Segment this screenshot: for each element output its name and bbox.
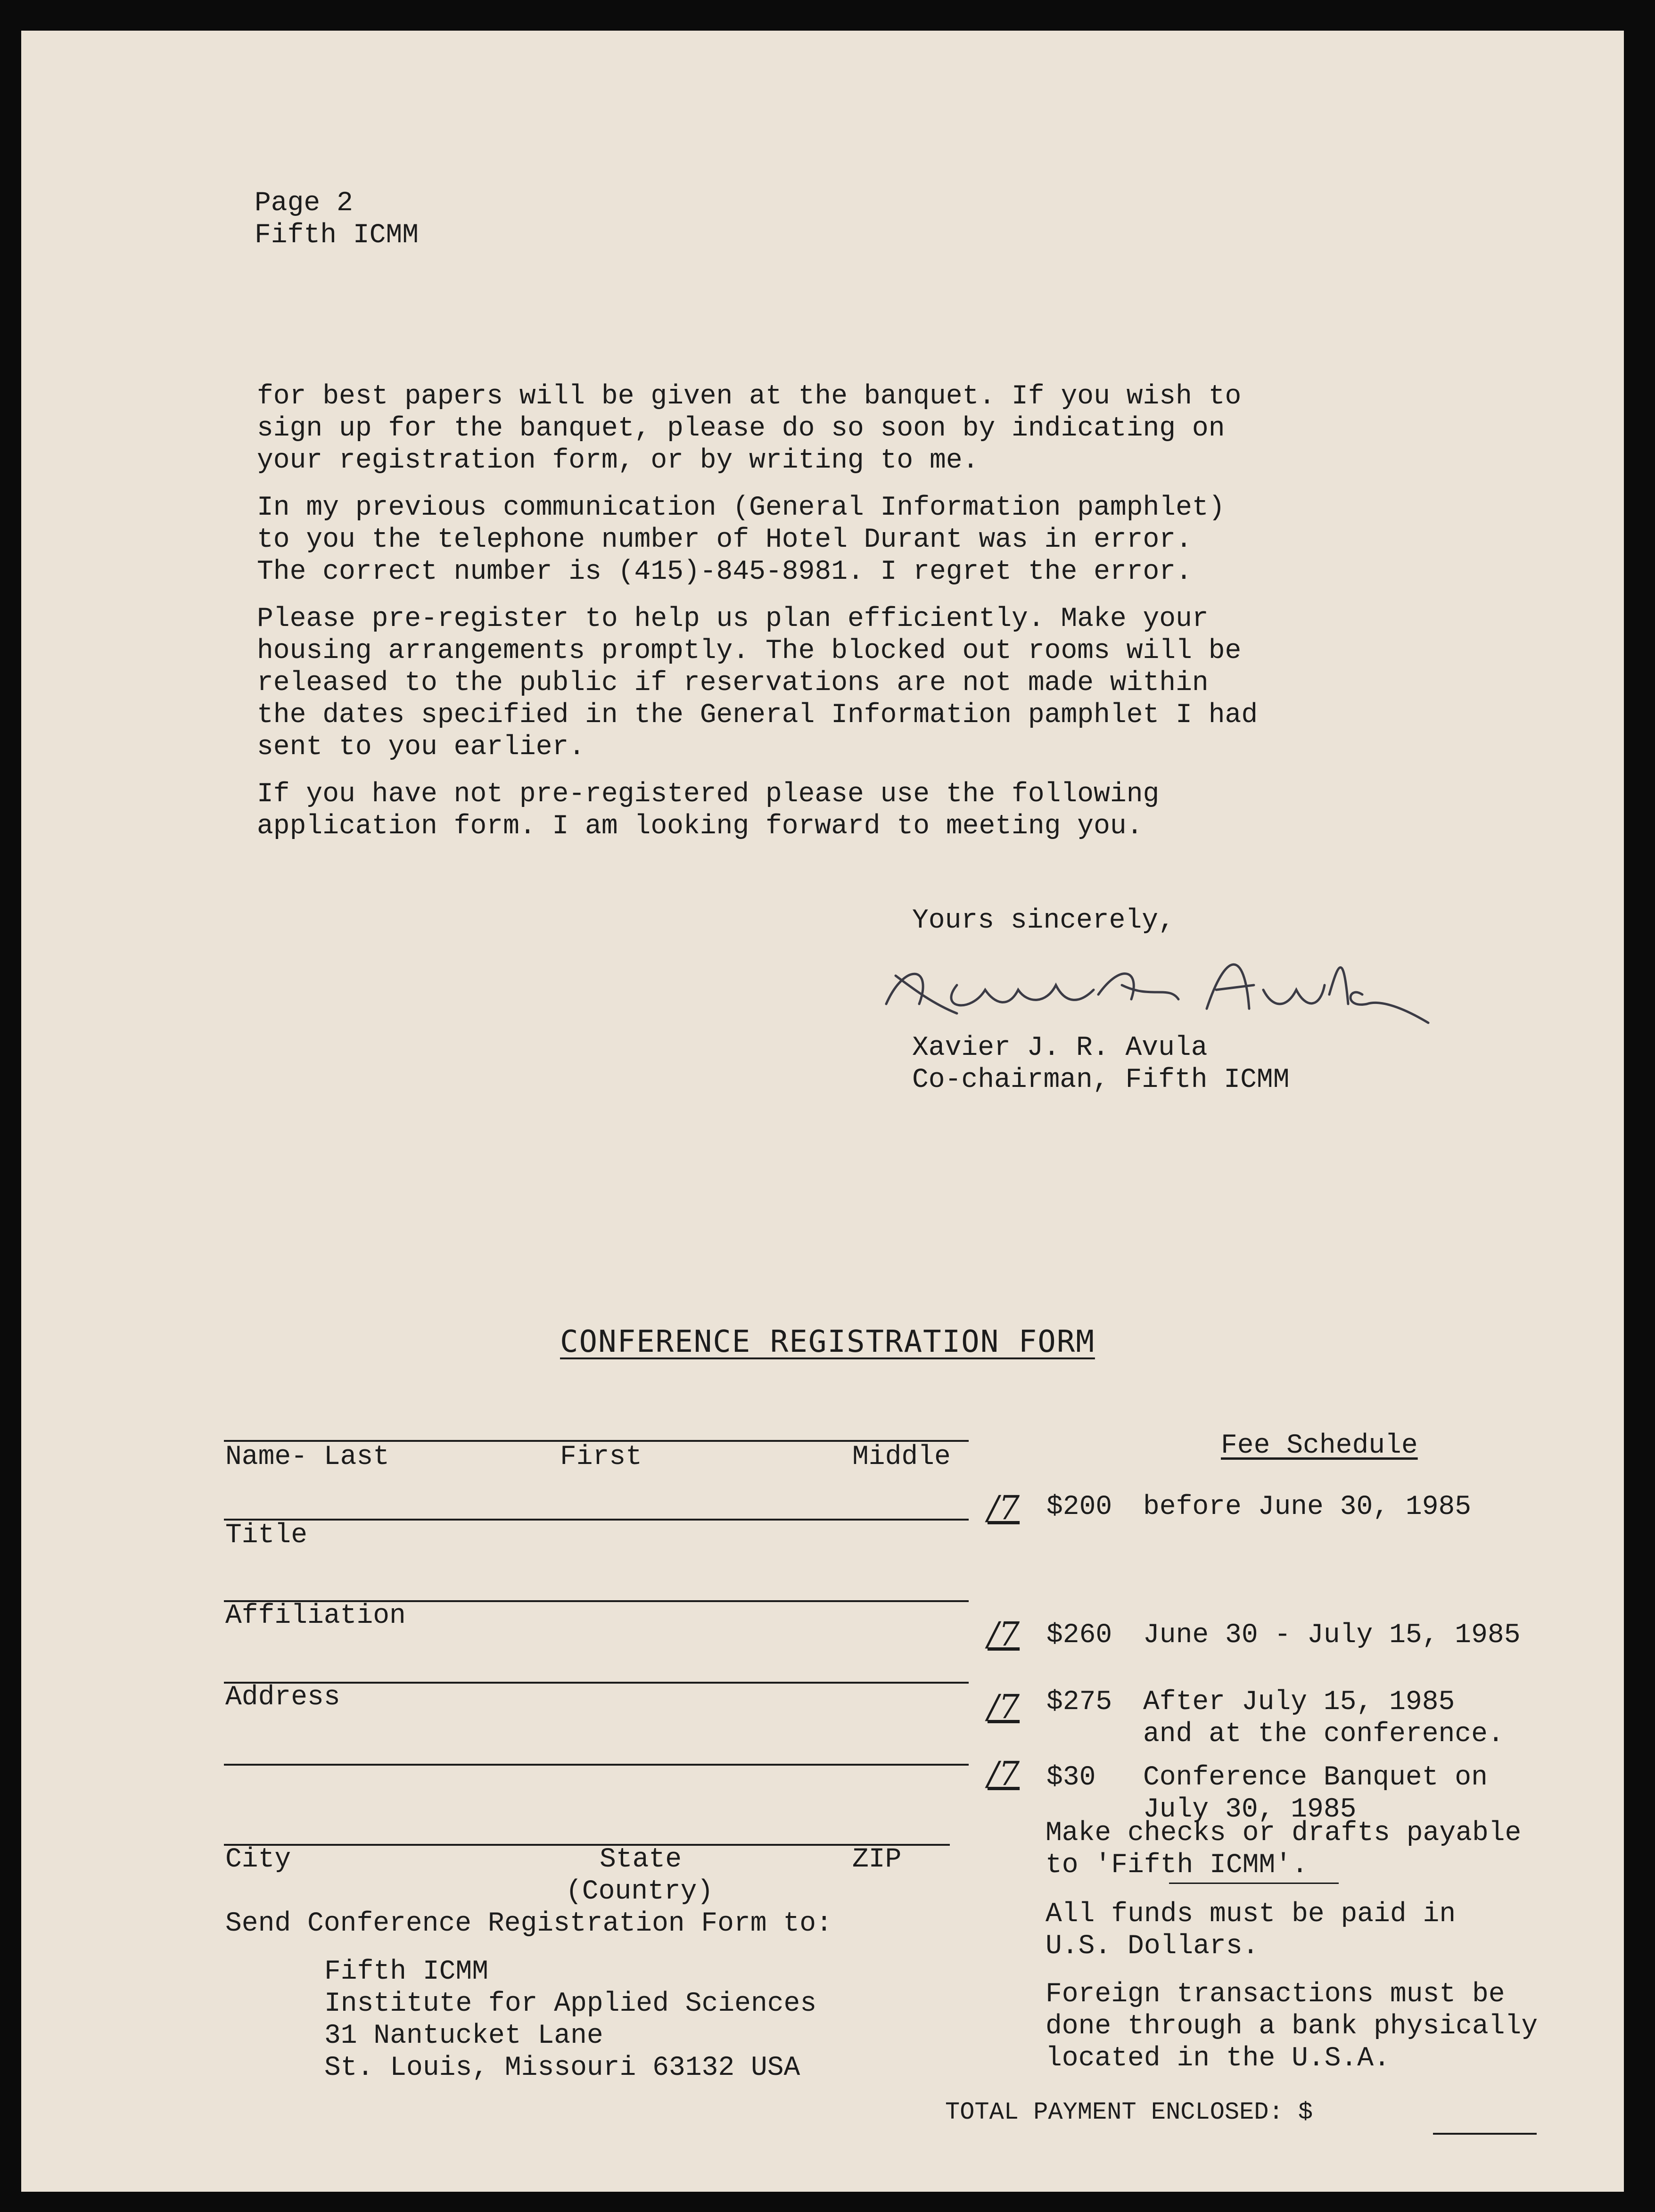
address-line-2[interactable] (224, 1764, 969, 1766)
fee-checkbox-275[interactable]: /7 (988, 1687, 1020, 1726)
payable-note: Make checks or drafts payable to 'Fifth ICMM'. (1046, 1818, 1522, 1881)
signer-name: Xavier J. R. Avula (912, 1033, 1208, 1063)
mailing-address-line-3: 31 Nantucket Lane (324, 2021, 603, 2051)
letter-paragraph-1: for best papers will be given at the banquet. If you wish to sign up for the banquet, please do so soon by indicating on your registration form, or by writing to me. (257, 381, 1242, 476)
field-label-city: City (225, 1844, 291, 1875)
field-label-middle-name: Middle (852, 1442, 951, 1472)
field-label-state: State (600, 1844, 682, 1875)
letter-paragraph-4: If you have not pre-registered please use the following application form. I am looking forward to meeting you. (257, 779, 1160, 842)
letter-paragraph-2: In my previous communication (General Information pamphlet) to you the telephone number of Hotel Durant was in error. The correct number is (415)-845-8981. I regret the error. (257, 493, 1225, 587)
field-label-country: (Country) (566, 1876, 714, 1907)
fee-desc-260: June 30 - July 15, 1985 (1143, 1620, 1521, 1651)
form-title: CONFERENCE REGISTRATION FORM (560, 1324, 1095, 1359)
letter-paragraph-3: Please pre-register to help us plan efficiently. Make your housing arrangements promptly. The blocked out rooms will be released to the public if reservations are not made within the dates specified in the General Information pamphlet I had sent to you earlier. (257, 604, 1258, 763)
currency-note: All funds must be paid in U.S. Dollars. (1046, 1899, 1456, 1962)
total-payment-line[interactable] (1433, 2133, 1537, 2135)
signer-title: Co-chairman, Fifth ICMM (912, 1065, 1290, 1095)
mailing-address-line-1: Fifth ICMM (324, 1957, 489, 1987)
closing: Yours sincerely, (912, 905, 1175, 936)
mailing-address-line-4: St. Louis, Missouri 63132 USA (324, 2053, 800, 2083)
fee-desc-200: before June 30, 1985 (1143, 1492, 1472, 1522)
field-label-affiliation: Affiliation (225, 1601, 406, 1631)
foreign-transaction-note: Foreign transactions must be done through a bank physically located in the U.S.A. (1046, 1979, 1538, 2074)
fee-desc-banquet: Conference Banquet on July 30, 1985 (1143, 1762, 1488, 1825)
fee-amount-260: $260 (1046, 1620, 1112, 1651)
field-label-first-name: First (560, 1442, 642, 1472)
fee-schedule-heading: Fee Schedule (1221, 1431, 1418, 1461)
field-label-last-name: Name- Last (225, 1442, 390, 1472)
field-label-title: Title (225, 1520, 308, 1551)
send-to-label: Send Conference Registration Form to: (225, 1908, 832, 1939)
fee-checkbox-banquet[interactable]: /7 (988, 1754, 1020, 1793)
fee-desc-275: After July 15, 1985 and at the conference. (1143, 1687, 1504, 1750)
fee-checkbox-260[interactable]: /7 (988, 1615, 1020, 1653)
fee-checkbox-200[interactable]: /7 (988, 1488, 1020, 1527)
total-payment-label: TOTAL PAYMENT ENCLOSED: $ (945, 2098, 1313, 2126)
signature (877, 933, 1433, 1042)
payable-underline (1169, 1883, 1339, 1884)
fee-amount-275: $275 (1046, 1687, 1112, 1718)
fee-amount-200: $200 (1046, 1492, 1112, 1522)
field-label-zip: ZIP (852, 1844, 902, 1875)
page-number: Page 2 (255, 188, 353, 219)
city-line[interactable] (224, 1844, 950, 1846)
mailing-address-line-2: Institute for Applied Sciences (324, 1989, 817, 2019)
title-line[interactable] (224, 1519, 969, 1521)
field-label-address: Address (225, 1682, 340, 1713)
fee-amount-banquet: $30 (1046, 1762, 1096, 1793)
event-name: Fifth ICMM (255, 220, 419, 251)
